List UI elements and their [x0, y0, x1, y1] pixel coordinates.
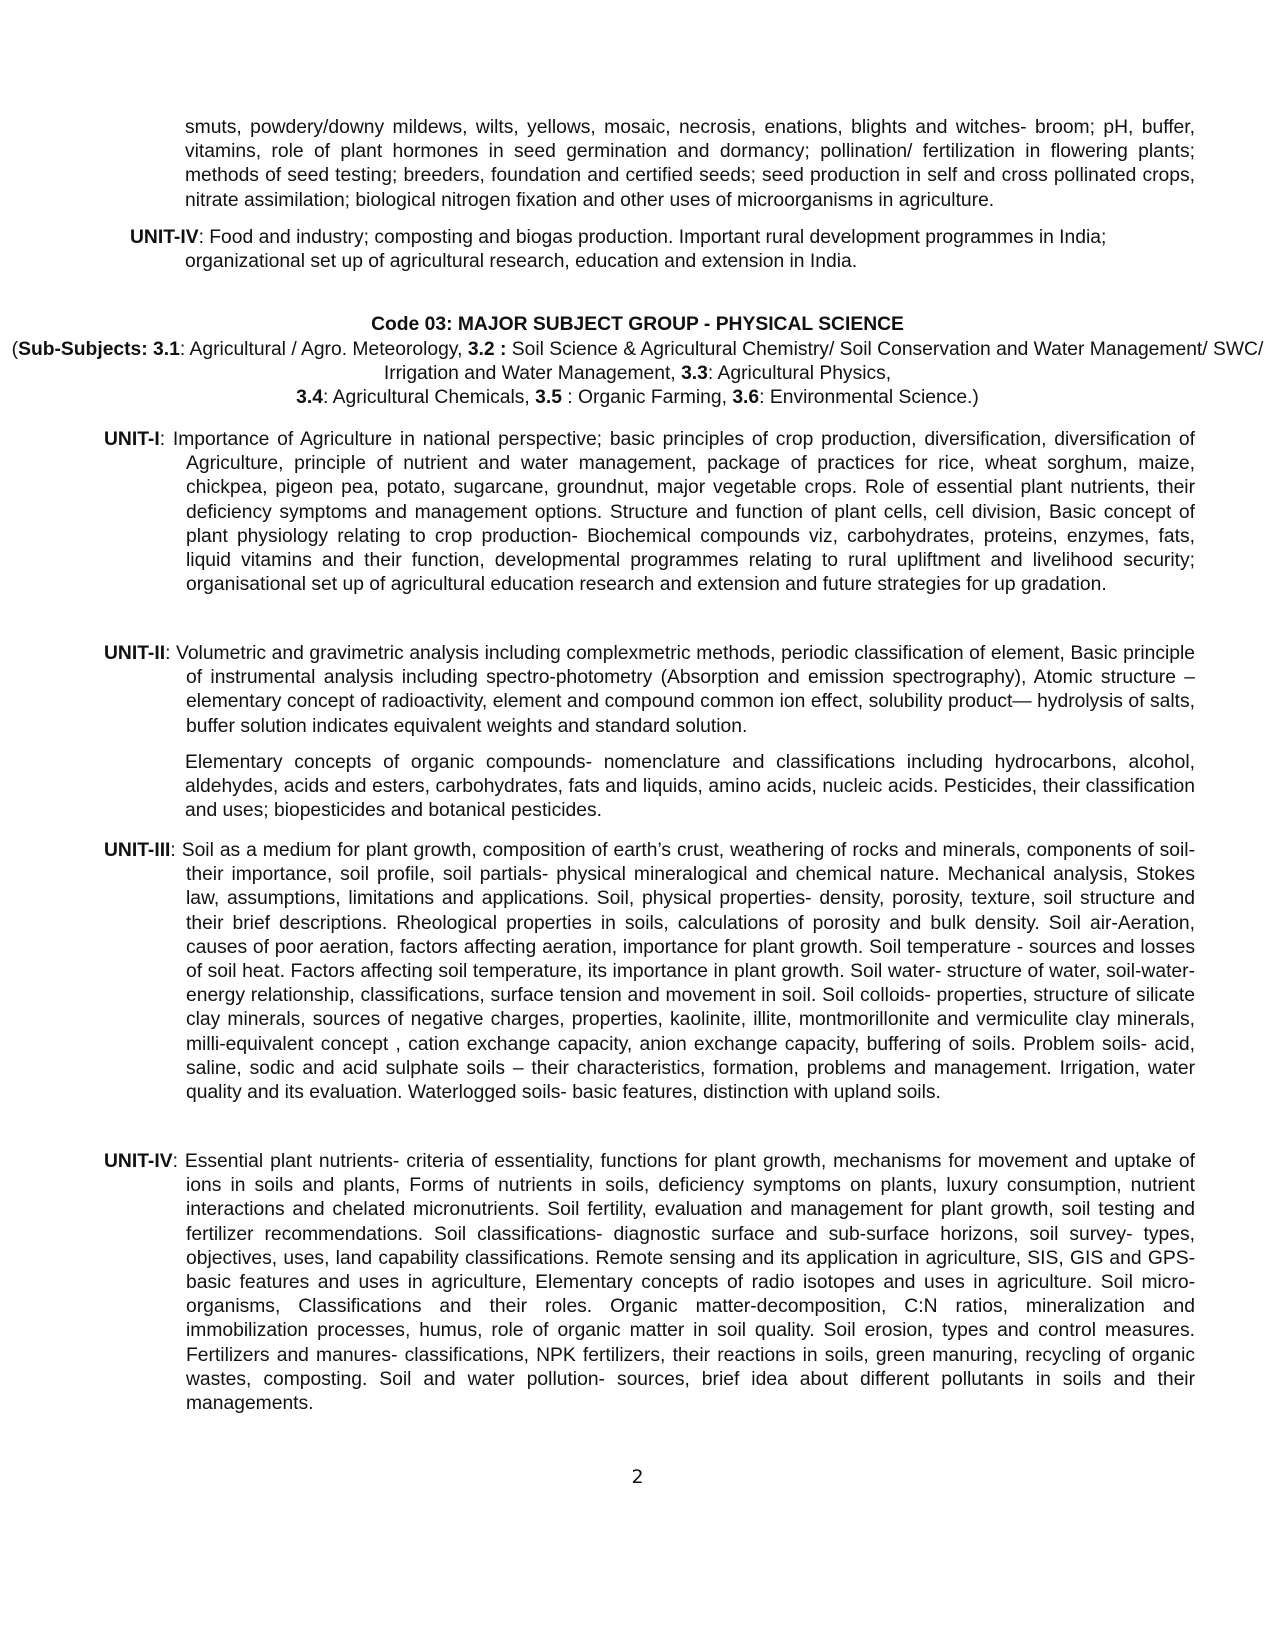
unit-ii	[104, 642, 1195, 739]
sub-subject-text: : Agricultural / Agro. Meteorology,	[179, 339, 468, 360]
sub-subject-text: : Environmental Science.)	[759, 387, 979, 408]
sub-subject-code: 3.2 :	[467, 339, 507, 360]
page-number: 2	[631, 1466, 644, 1488]
unit-ii-continued: Elementary concepts of organic compounds- nomenclature and classifications including hydrocarbons, alcohol, aldehydes, acids and esters, carbohydrates, fats and liquids, amino acids, nucleic acids. Pesticides, their classification and uses; biopesticides and botanical pesticides.	[185, 752, 1195, 822]
unit-iv-previous-group	[130, 226, 1195, 274]
unit-label: UNIT-III	[104, 840, 171, 861]
sub-subject-code: 3.3	[681, 363, 708, 384]
unit-text: : Soil as a medium for plant growth, composition of earth’s crust, weathering of rocks and minerals, components of soil- their importance, soil profile, soil partials- physical mineralogical and chemical nature. Mechanical analysis, Stokes law, assumptions, limitations and applications. Soil, physical properties- density, porosity, texture, soil structure and their brief descriptions. Rheological properties in soils, calculations of porosity and bulk density. Soil air-Aeration, causes of poor aeration, factors affecting aeration, importance for plant growth. Soil temperature - sources and losses of soil heat. Factors affecting soil temperature, its importance in plant growth. Soil water- structure of water, soil-water-energy relationship, classifications, surface tension and movement in soil. Soil colloids- properties, structure of silicate clay minerals, sources of negative charges, properties, kaolinite, illite, montmorillonite and vermiculite clay minerals, milli-equivalent concept , cation exchange capacity, anion exchange capacity, buffering of soils. Problem soils- acid, saline, sodic and acid sulphate soils – their characteristics, formation, problems and management. Irrigation, water quality and its evaluation. Waterlogged soils- basic features, distinction with upland soils.	[170, 840, 1195, 1104]
unit-iii	[104, 839, 1195, 1105]
sub-subjects	[0, 338, 1275, 410]
unit-label: UNIT-IV	[130, 227, 199, 248]
unit-text: : Essential plant nutrients- criteria of essentiality, functions for plant growth, mechanisms for movement and uptake of ions in soils and plants, Forms of nutrients in soils, deficiency symptoms on plants, luxury consumption, nutrient interactions and chelated micronutrients. Soil fertility, evaluation and management for plant growth, soil testing and fertilizer recommendations. Soil classifications- diagnostic surface and sub-surface horizons, soil survey- types, objectives, uses, land capability classifications. Remote sensing and its application in agriculture, SIS, GIS and GPS- basic features and uses in agriculture, Elementary concepts of radio isotopes and uses in agriculture. Soil micro-organisms, Classifications and their roles. Organic matter-decomposition, C:N ratios, mineralization and immobilization processes, humus, role of organic matter in soil quality. Soil erosion, types and control measures. Fertilizers and manures- classifications, NPK fertilizers, their reactions in soils, green manuring, recycling of organic wastes, composting. Soil and water pollution- sources, brief idea about different pollutants in soils and their managements.	[172, 1151, 1195, 1415]
sub-subject-text: : Agricultural Chemicals,	[322, 387, 536, 408]
unit-text: : Importance of Agriculture in national perspective; basic principles of crop production, diversification, diversification of Agriculture, principle of nutrient and water management, package of practices for rice, wheat sorghum, maize, chickpea, pigeon pea, potato, sugarcane, groundnut, major vegetable crops. Role of essential plant nutrients, their deficiency symptoms and management options. Structure and function of plant cells, cell division, Basic concept of plant physiology relating to crop production- Biochemical compounds viz, carbohydrates, proteins, enzymes, fats, liquid vitamins and their function, developmental programmes relating to rural upliftment and livelihood security; organisational set up of agricultural education research and extension and future strategies for up gradation.	[159, 429, 1195, 596]
unit-iv	[104, 1150, 1195, 1416]
unit-label: UNIT-I	[104, 429, 160, 450]
sub-subject-code: 3.4	[296, 387, 323, 408]
sub-subject-code: 3.1	[147, 339, 180, 360]
sub-subject-text: : Agricultural Physics,	[707, 363, 892, 384]
unit-text: : Volumetric and gravimetric analysis including complexmetric methods, periodic classification of element, Basic principle of instrumental analysis including spectro-photometry (Absorption and emission spectrography), Atomic structure –elementary concept of radioactivity, element and compound common ion effect, solubility product— hydrolysis of salts, buffer solution indicates equivalent weights and standard solution.	[165, 643, 1195, 737]
sub-subject-text: : Organic Farming,	[561, 387, 733, 408]
unit-label: UNIT-IV	[104, 1151, 173, 1172]
intro-paragraph: smuts, powdery/downy mildews, wilts, yellows, mosaic, necrosis, enations, blights and witches- broom; pH, buffer, vitamins, role of plant hormones in seed germination and dormancy; pollination/ fertilization in flowering plants; methods of seed testing; breeders, foundation and certified seeds; seed production in self and cross pollinated crops, nitrate assimilation; biological nitrogen fixation and other uses of microorganisms in agriculture.	[185, 117, 1195, 211]
unit-text: : Food and industry; composting and biogas production. Important rural development programmes in India; organizational set up of agricultural research, education and extension in India.	[185, 227, 1107, 273]
unit-i	[104, 428, 1195, 597]
unit-label: UNIT-II	[104, 643, 166, 664]
paren-open: (	[11, 339, 19, 360]
sub-subject-code: 3.5	[535, 387, 562, 408]
sub-subjects-label: Sub-Subjects:	[18, 339, 148, 360]
sub-subject-text: Soil Science & Agricultural Chemistry/ Soil Conservation and Water Management/ SWC/ Irrigation and Water Management,	[383, 339, 1264, 384]
section-heading: Code 03: MAJOR SUBJECT GROUP - PHYSICAL SCIENCE	[371, 314, 904, 335]
sub-subject-code: 3.6	[732, 387, 760, 408]
